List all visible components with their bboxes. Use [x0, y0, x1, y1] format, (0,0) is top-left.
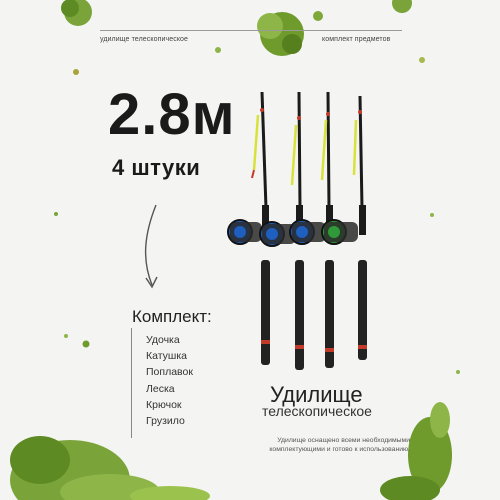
kit-item: Грузило — [146, 415, 185, 428]
header-divider — [100, 30, 402, 31]
moss-decoration — [10, 0, 460, 500]
product-name: Удилище — [270, 382, 363, 407]
kit-list — [146, 332, 193, 429]
kit-item: Крючок — [146, 398, 182, 411]
curved-arrow-icon — [146, 205, 157, 287]
kit-item: Катушка — [146, 350, 187, 363]
kit-bracket-line — [131, 328, 132, 438]
category-tag: удилище телескопическое — [100, 36, 189, 43]
kit-title: Комплект: — [132, 307, 212, 326]
kit-item: Удочка — [146, 334, 180, 346]
kit-tag: комплект предметов — [322, 36, 391, 43]
rod-length: 2.8м — [108, 82, 236, 147]
kit-item: Поплавок — [146, 366, 193, 379]
product-description: Удилище оснащено всеми необходимыми комплектующими и готово к использованию. — [269, 437, 410, 453]
product-type: телескопическое — [262, 403, 372, 419]
rod-quantity: 4 штуки — [112, 155, 201, 180]
kit-item: Леска — [146, 382, 175, 395]
